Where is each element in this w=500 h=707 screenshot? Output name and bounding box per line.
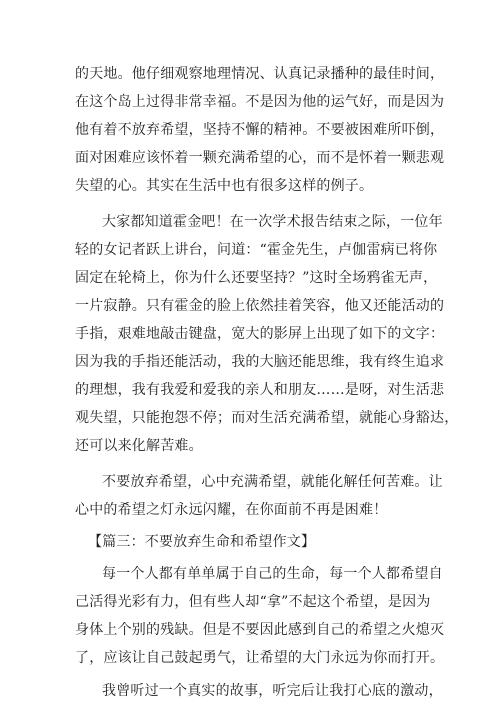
text-line: 轻的女记者跃上讲台，问道：“霍金先生，卢伽雷病已将你 bbox=[75, 242, 438, 258]
text-line: 失望的心。其实在生活中也有很多这样的例子。 bbox=[75, 178, 374, 194]
text-line: 的理想，我有我爱和爱我的亲人和朋友……是呀，对生活悲 bbox=[75, 382, 445, 398]
text-line: 观失望，只能抱怨不停；而对生活充满希望，就能心身豁达， bbox=[75, 410, 459, 426]
text-line: 在这个岛上过得非常幸福。不是因为他的运气好，而是因为 bbox=[75, 94, 445, 110]
text-line: 一片寂静。只有霍金的脸上依然挂着笑容，他又还能活动的 bbox=[75, 298, 445, 314]
text-line: 因为我的手指还能活动，我的大脑还能思维，我有终生追求 bbox=[75, 354, 445, 370]
text-line: 的天地。他仔细观察地理情况、认真记录播种的最佳时间， bbox=[75, 66, 445, 82]
text-line: 心中的希望之灯永远闪耀，在你面前不再是困难！ bbox=[75, 502, 388, 518]
text-line: 手指，艰难地敲击键盘，宽大的影屏上出现了如下的文字： bbox=[75, 326, 445, 342]
text-line: 固定在轮椅上，你为什么还要坚持？”这时全场鸦雀无声， bbox=[75, 270, 438, 286]
text-line: 身体上个别的残缺。但是不要因此感到自己的希望之火熄灭 bbox=[75, 622, 445, 638]
text-line: 了，应该让自己鼓起勇气，让希望的大门永远为你而打开。 bbox=[75, 650, 445, 666]
text-line: 面对困难应该怀着一颗充满希望的心，而不是怀着一颗悲观 bbox=[75, 150, 445, 166]
text-line: 己活得光彩有力，但有些人却“拿”不起这个希望，是因为 bbox=[75, 594, 431, 610]
text-line: 不要放弃希望，心中充满希望，就能化解任何苦难。让 bbox=[102, 474, 443, 490]
section-heading: 【篇三：不要放弃生命和希望作文】 bbox=[88, 534, 316, 550]
text-line: 我曾听过一个真实的故事，听完后让我打心底的激动， bbox=[102, 683, 443, 699]
text-line: 还可以来化解苦难。 bbox=[75, 438, 203, 454]
text-line: 大家都知道霍金吧！在一次学术报告结束之际，一位年 bbox=[102, 214, 443, 230]
text-line: 他有着不放弃希望，坚持不懈的精神。不要被困难所吓倒， bbox=[75, 122, 445, 138]
text-line: 每一个人都有单单属于自己的生命，每一个人都希望自 bbox=[102, 566, 443, 582]
